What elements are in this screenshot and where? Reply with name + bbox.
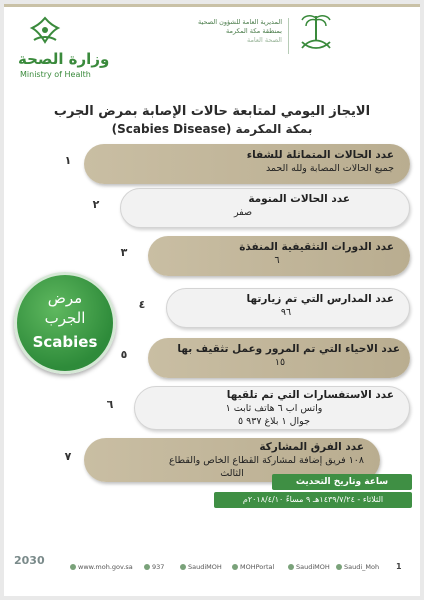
row-text <box>100 148 394 175</box>
row-number: ٧ <box>64 450 72 463</box>
ministry-name-ar: وزارة الصحة <box>18 50 110 68</box>
vision-2030-logo: 2030 <box>14 554 45 567</box>
stat-row-inquiries <box>94 386 410 430</box>
badge-line-2: الجرب <box>44 309 86 327</box>
row-text <box>136 192 350 219</box>
snapchat-icon <box>336 564 342 570</box>
document-page <box>4 4 420 596</box>
phone-text: 937 <box>152 563 165 571</box>
footer-twitter-2[interactable] <box>288 563 330 571</box>
row-number: ٥ <box>120 348 128 361</box>
ministry-name-en: Ministry of Health <box>20 70 91 79</box>
row-title: عدد الحالات المنومة <box>248 193 350 205</box>
website-text: www.moh.gov.sa <box>78 563 133 571</box>
row-text <box>160 342 400 369</box>
row-value: صفر <box>233 207 253 218</box>
phone-icon <box>144 564 150 570</box>
row-title: عدد الحالات المتماثلة للشفاء <box>246 149 394 161</box>
footer-twitter-1[interactable] <box>180 563 222 571</box>
row-number: ١ <box>64 154 72 167</box>
footer <box>4 556 420 578</box>
stat-row-recovered <box>40 144 410 184</box>
portal-icon <box>232 564 238 570</box>
top-border <box>4 4 420 7</box>
row-value: ١٠٨ فريق إضافة لمشاركة القطاع الخاص والقطاع <box>168 455 364 466</box>
globe-icon <box>70 564 76 570</box>
row-number: ٣ <box>120 246 128 259</box>
row-title: عدد الدورات التثقيفية المنفذة <box>239 241 394 253</box>
row-number: ٢ <box>92 198 100 211</box>
header-divider <box>288 18 289 54</box>
stat-row-education-sessions <box>108 236 410 276</box>
row-value-2: جوال ١ بلاغ ٩٣٧ ٥ <box>238 416 310 427</box>
row-value: واتس اب ٦ هاتف ثابت ١ <box>225 403 323 414</box>
row-value: ١٥ <box>274 357 286 368</box>
row-value: ٦ <box>274 255 280 266</box>
row-number: ٦ <box>106 398 114 411</box>
scabies-badge <box>14 272 116 374</box>
row-value: جميع الحالات المصابة ولله الحمد <box>265 163 394 174</box>
twitter-icon <box>180 564 186 570</box>
directorate-text <box>162 18 282 45</box>
row-text <box>160 240 394 267</box>
facebook-icon <box>288 564 294 570</box>
footer-phone[interactable] <box>144 563 164 571</box>
stat-row-neighborhoods <box>108 338 410 378</box>
row-title: عدد الاستفسارات التي تم تلقيها <box>226 389 394 401</box>
directorate-line-2: بمنطقة مكة المكرمة <box>225 27 282 35</box>
update-time-value: الثلاثاء - ١٤٣٩/٧/٢٤هـ ٩ مساءً ٢٠١٨/٤/١٠م <box>214 492 412 508</box>
stat-row-hospitalized <box>76 188 410 228</box>
page-number: 1 <box>396 562 402 571</box>
badge-line-3: Scabies <box>32 333 98 351</box>
directorate-line-1: المديرية العامة للشؤون الصحية <box>198 18 282 26</box>
portal-text: MOHPortal <box>240 563 275 571</box>
badge-line-1: مرض <box>47 289 83 307</box>
stat-row-schools-visited <box>126 288 410 328</box>
report-title: الايجاز اليومي لمتابعة حالات الإصابة بمرض الجرب <box>53 104 371 119</box>
moh-emblem-icon <box>28 16 62 48</box>
row-value-2: الثالث <box>220 468 244 479</box>
footer-snapchat[interactable] <box>336 563 379 571</box>
snap-text: Saudi_Moh <box>344 563 380 571</box>
row-text <box>178 292 394 319</box>
twitter-text: SaudiMOH <box>188 563 222 571</box>
row-value: ٩٦ <box>280 307 292 318</box>
update-time-label: ساعة وتاريخ التحديث <box>272 474 412 490</box>
row-text <box>154 388 394 428</box>
row-title: عدد الاحياء التي تم المرور وعمل تثقيف بها <box>177 343 400 355</box>
row-title: عدد الفرق المشاركة <box>259 441 364 453</box>
footer-portal[interactable] <box>232 563 274 571</box>
row-title: عدد المدارس التي تم زيارتها <box>246 293 394 305</box>
social-text: SaudiMOH <box>296 563 330 571</box>
directorate-line-3: الصحة العامة <box>246 36 282 44</box>
palm-swords-emblem-icon <box>296 12 336 56</box>
report-subtitle: بمكة المكرمة (Scabies Disease) <box>111 122 313 136</box>
moh-logo <box>14 14 124 84</box>
footer-website[interactable] <box>70 563 133 571</box>
row-number: ٤ <box>138 298 146 311</box>
